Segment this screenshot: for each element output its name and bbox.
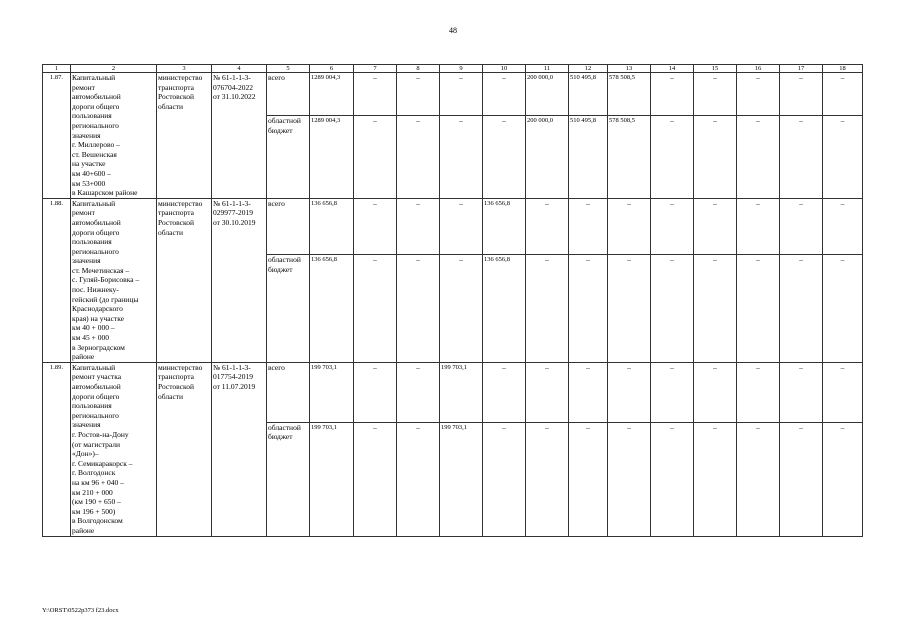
value-cell: – [780,116,823,198]
value-cell: – [483,422,526,536]
text-line: Капитальный [72,73,116,82]
value-cell: – [823,116,863,198]
object-description [71,198,157,362]
text-line: Ростовской [158,217,195,227]
text-line: г. Миллерово – [72,140,120,150]
value-cell: – [780,73,823,116]
column-number: 15 [694,65,737,73]
text-line: бюджет [268,264,293,274]
table-row [43,198,863,254]
value-cell: – [483,362,526,422]
value-cell: – [608,198,651,254]
value-cell: – [737,362,780,422]
row-number: 1.89. [43,362,71,536]
value-cell: – [354,116,397,198]
page-number: 48 [449,26,457,35]
text-line: районе [72,352,95,362]
value-cell: – [651,255,694,363]
text-line: 029977-2019 [213,208,253,218]
column-number: 9 [440,65,483,73]
value-cell: – [569,362,608,422]
text-line: 076704-2022 [213,82,253,92]
text-line: значения [72,420,101,430]
funding-source-total: всего [267,362,310,422]
value-cell: 199 703,1 [440,422,483,536]
text-line: № 61-1-1-3- [213,198,251,208]
value-cell: – [397,255,440,363]
column-number: 1 [43,65,71,73]
value-cell: – [483,73,526,116]
text-line: пользования [72,237,112,247]
value-cell: – [440,255,483,363]
text-line: пользования [72,401,112,411]
value-cell: 510 495,8 [569,73,608,116]
column-number: 18 [823,65,863,73]
value-cell: 136 656,8 [483,198,526,254]
column-number: 3 [157,65,212,73]
value-cell: 200 000,0 [526,116,569,198]
text-line: Ростовской [158,382,195,391]
column-number: 5 [267,65,310,73]
funding-source-budget [267,255,310,363]
text-line: значения [72,130,101,140]
text-line: регионального [72,246,119,256]
text-line: ремонт [72,82,95,92]
contract-info [212,362,267,536]
value-cell: – [608,255,651,363]
value-cell: 510 495,8 [569,116,608,198]
value-cell: 199 703,1 [310,422,354,536]
value-cell: – [780,422,823,536]
column-number: 7 [354,65,397,73]
value-cell: – [397,362,440,422]
value-cell: – [440,116,483,198]
value-cell: – [526,362,569,422]
value-cell: – [694,116,737,198]
text-line: автомобильной [72,92,121,102]
column-number: 6 [310,65,354,73]
text-line: в Зерноградском [72,342,125,352]
value-cell: – [694,255,737,363]
text-line: области [158,227,184,237]
value-cell: – [526,255,569,363]
responsible-agency [157,73,212,199]
value-cell: – [651,422,694,536]
text-line: края) на участке [72,313,125,323]
value-cell: – [823,362,863,422]
value-cell: 1289 004,3 [310,116,354,198]
value-cell: – [354,73,397,116]
text-line: бюджет [268,125,293,135]
value-cell: – [737,255,780,363]
value-cell: – [354,422,397,536]
value-cell: – [397,116,440,198]
value-cell: – [694,198,737,254]
column-number: 11 [526,65,569,73]
value-cell: – [694,73,737,116]
text-line: автомобильной [72,382,121,391]
value-cell: 200 000,0 [526,73,569,116]
value-cell: – [354,198,397,254]
value-cell: 136 656,8 [310,255,354,363]
value-cell: – [823,73,863,116]
value-cell: – [780,255,823,363]
text-line: пользования [72,111,112,121]
object-description [71,362,157,536]
value-cell: – [737,422,780,536]
text-line: ст. Мечетинская – [72,265,130,275]
funding-source-budget [267,116,310,198]
text-line: км 53+000 [72,178,106,188]
value-cell: 136 656,8 [483,255,526,363]
text-line: км 40 + 000 – [72,323,115,333]
column-number: 16 [737,65,780,73]
text-line: км 210 + 000 [72,487,113,497]
responsible-agency [157,198,212,362]
text-line: № 61-1-1-3- [213,362,251,372]
value-cell: – [694,362,737,422]
value-cell: – [737,116,780,198]
text-line: (км 190 + 650 – [72,497,121,507]
column-number: 10 [483,65,526,73]
column-number: 12 [569,65,608,73]
text-line: пос. Нижнеку- [72,285,119,295]
text-line: ремонт участка [72,372,122,382]
text-line: ст. Вешенская [72,149,117,159]
value-cell: – [397,73,440,116]
object-description [71,73,157,199]
text-line: транспорта [158,372,194,382]
text-line: областной [268,422,301,432]
text-line: км 45 + 000 [72,333,109,343]
funding-source-total: всего [267,198,310,254]
contract-info [212,73,267,199]
row-number: 1.87. [43,73,71,199]
text-line: г. Ростов-на-Дону [72,429,129,439]
text-line: транспорта [158,208,194,218]
text-line: значения [72,256,101,266]
text-line: № 61-1-1-3- [213,73,251,82]
text-line: автомобильной [72,217,121,227]
text-line: 017754-2019 [213,372,253,382]
text-line: на участке [72,159,106,169]
value-cell: – [569,422,608,536]
value-cell: – [651,73,694,116]
table-row [43,362,863,422]
text-line: дороги общего [72,391,120,401]
text-line: от 30.10.2019 [213,217,256,227]
value-cell: 578 508,5 [608,73,651,116]
value-cell: – [823,255,863,363]
column-number: 14 [651,65,694,73]
text-line: областной [268,255,301,265]
value-cell: – [526,422,569,536]
text-line: Ростовской [158,92,195,102]
text-line: г. Семикаракорск – [72,458,133,468]
text-line: дороги общего [72,101,120,111]
text-line: Капитальный [72,198,116,208]
value-cell: – [354,362,397,422]
funding-source-total: всего [267,73,310,116]
value-cell: – [651,362,694,422]
funding-source-budget [267,422,310,536]
text-line: км 196 + 500) [72,506,116,516]
value-cell: – [651,198,694,254]
text-line: области [158,391,184,401]
column-number: 17 [780,65,823,73]
text-line: бюджет [268,432,293,442]
value-cell: 1289 004,3 [310,73,354,116]
text-line: министерство [158,73,203,82]
text-line: транспорта [158,82,194,92]
value-cell: – [823,198,863,254]
text-line: от 31.10.2022 [213,92,256,102]
text-line: с. Гуляй-Борисовка – [72,275,140,285]
value-cell: – [397,198,440,254]
text-line: в Кашарском районе [72,188,138,198]
column-number: 4 [212,65,267,73]
text-line: области [158,101,184,111]
column-number-row [43,65,863,73]
text-line: «Дон»)– [72,449,99,459]
text-line: областной [268,116,301,126]
value-cell: 136 656,8 [310,198,354,254]
value-cell: – [483,116,526,198]
text-line: районе [72,525,95,535]
responsible-agency [157,362,212,536]
value-cell: – [569,255,608,363]
value-cell: – [780,362,823,422]
footer-file-path: Y:\ORST\0522p373 f23.docx [42,607,119,614]
value-cell: – [737,198,780,254]
text-line: регионального [72,410,119,420]
text-line: гейский (до границы [72,294,139,304]
text-line: министерство [158,362,203,372]
text-line: на км 96 + 040 – [72,477,124,487]
value-cell: – [737,73,780,116]
value-cell: – [780,198,823,254]
value-cell: – [651,116,694,198]
value-cell: 578 508,5 [608,116,651,198]
value-cell: – [569,198,608,254]
value-cell: 199 703,1 [440,362,483,422]
table-row [43,73,863,116]
value-cell: – [440,73,483,116]
text-line: г. Волгодонск [72,468,116,478]
value-cell: – [440,198,483,254]
value-cell: – [823,422,863,536]
row-number: 1.88. [43,198,71,362]
text-line: Капитальный [72,362,116,372]
text-line: в Волгодонском [72,516,123,526]
value-cell: – [526,198,569,254]
value-cell: 199 703,1 [310,362,354,422]
text-line: дороги общего [72,227,120,237]
column-number: 2 [71,65,157,73]
budget-table [42,64,863,537]
text-line: Краснодарского [72,304,123,314]
column-number: 13 [608,65,651,73]
text-line: от 11.07.2019 [213,382,256,391]
text-line: ремонт [72,208,95,218]
value-cell: – [608,362,651,422]
contract-info [212,198,267,362]
value-cell: – [608,422,651,536]
value-cell: – [354,255,397,363]
text-line: (от магистрали [72,439,121,449]
column-number: 8 [397,65,440,73]
text-line: регионального [72,120,119,130]
value-cell: – [397,422,440,536]
text-line: министерство [158,198,203,208]
text-line: км 40+600 – [72,168,111,178]
value-cell: – [694,422,737,536]
